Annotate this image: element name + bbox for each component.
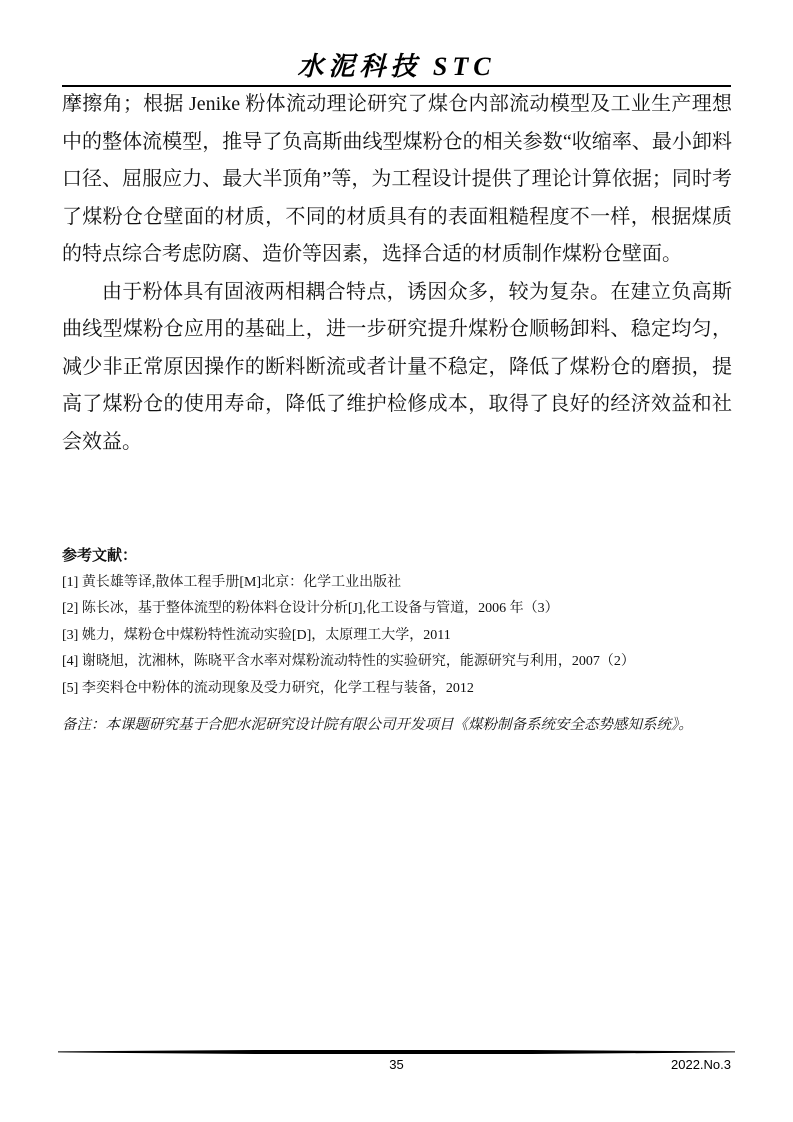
page-number: 35 xyxy=(389,1057,404,1072)
journal-title: 水泥科技 STC xyxy=(297,52,496,81)
issue-label: 2022.No.3 xyxy=(671,1057,731,1072)
reference-item-1: [1] 黄长雄等译,散体工程手册[M]北京：化学工业出版社 xyxy=(62,575,402,590)
article-body xyxy=(62,86,732,461)
reference-item-4: [4] 谢晓旭，沈湘林，陈晓平含水率对煤粉流动特性的实验研究，能源研究与利用，2007（2） xyxy=(62,654,635,670)
reference-item-5: [5] 李奕料仓中粉体的流动现象及受力研究，化学工程与装备，2012 xyxy=(62,680,474,696)
reference-item-2: [2] 陈长冰，基于整体流型的粉体料仓设计分析[J],化工设备与管道，2006 年（3） xyxy=(62,601,559,617)
references-heading: 参考文献： xyxy=(62,548,138,564)
project-note: 备注：本课题研究基于合肥水泥研究设计院有限公司开发项目《煤粉制备系统安全态势感知系统》。 xyxy=(62,717,693,733)
body-paragraph-2: 由于粉体具有固液两相耦合特点，诱因众多，较为复杂。在建立负高斯曲线型煤粉仓应用的基础上，进一步研究提升煤粉仓顺畅卸料、稳定均匀，减少非正常原因操作的断料断流或者计量不稳定，降低了煤粉仓的磨损，提高了煤粉仓的使用寿命，降低了维护检修成本，取得了良好的经济效益和社会效益。 xyxy=(62,280,732,453)
references-section xyxy=(62,545,732,702)
reference-item-3: [3] 姚力，煤粉仓中煤粉特性流动实验[D]，太原理工大学，2011 xyxy=(62,627,451,643)
footer-rule xyxy=(58,1050,735,1054)
body-paragraph-1: 摩擦角；根据 Jenike 粉体流动理论研究了煤仓内部流动模型及工业生产理想中的整体流模型，推导了负高斯曲线型煤粉仓的相关参数“收缩率、最小卸料口径、屈服应力、最大半顶角”等，为工程设计提供了理论计算依据；同时考了煤粉仓仓壁面的材质，不同的材质具有的表面粗糙程度不一样，根据煤质的特点综合考虑防腐、造价等因素，选择合适的材质制作煤粉仓壁面。 xyxy=(62,93,732,265)
